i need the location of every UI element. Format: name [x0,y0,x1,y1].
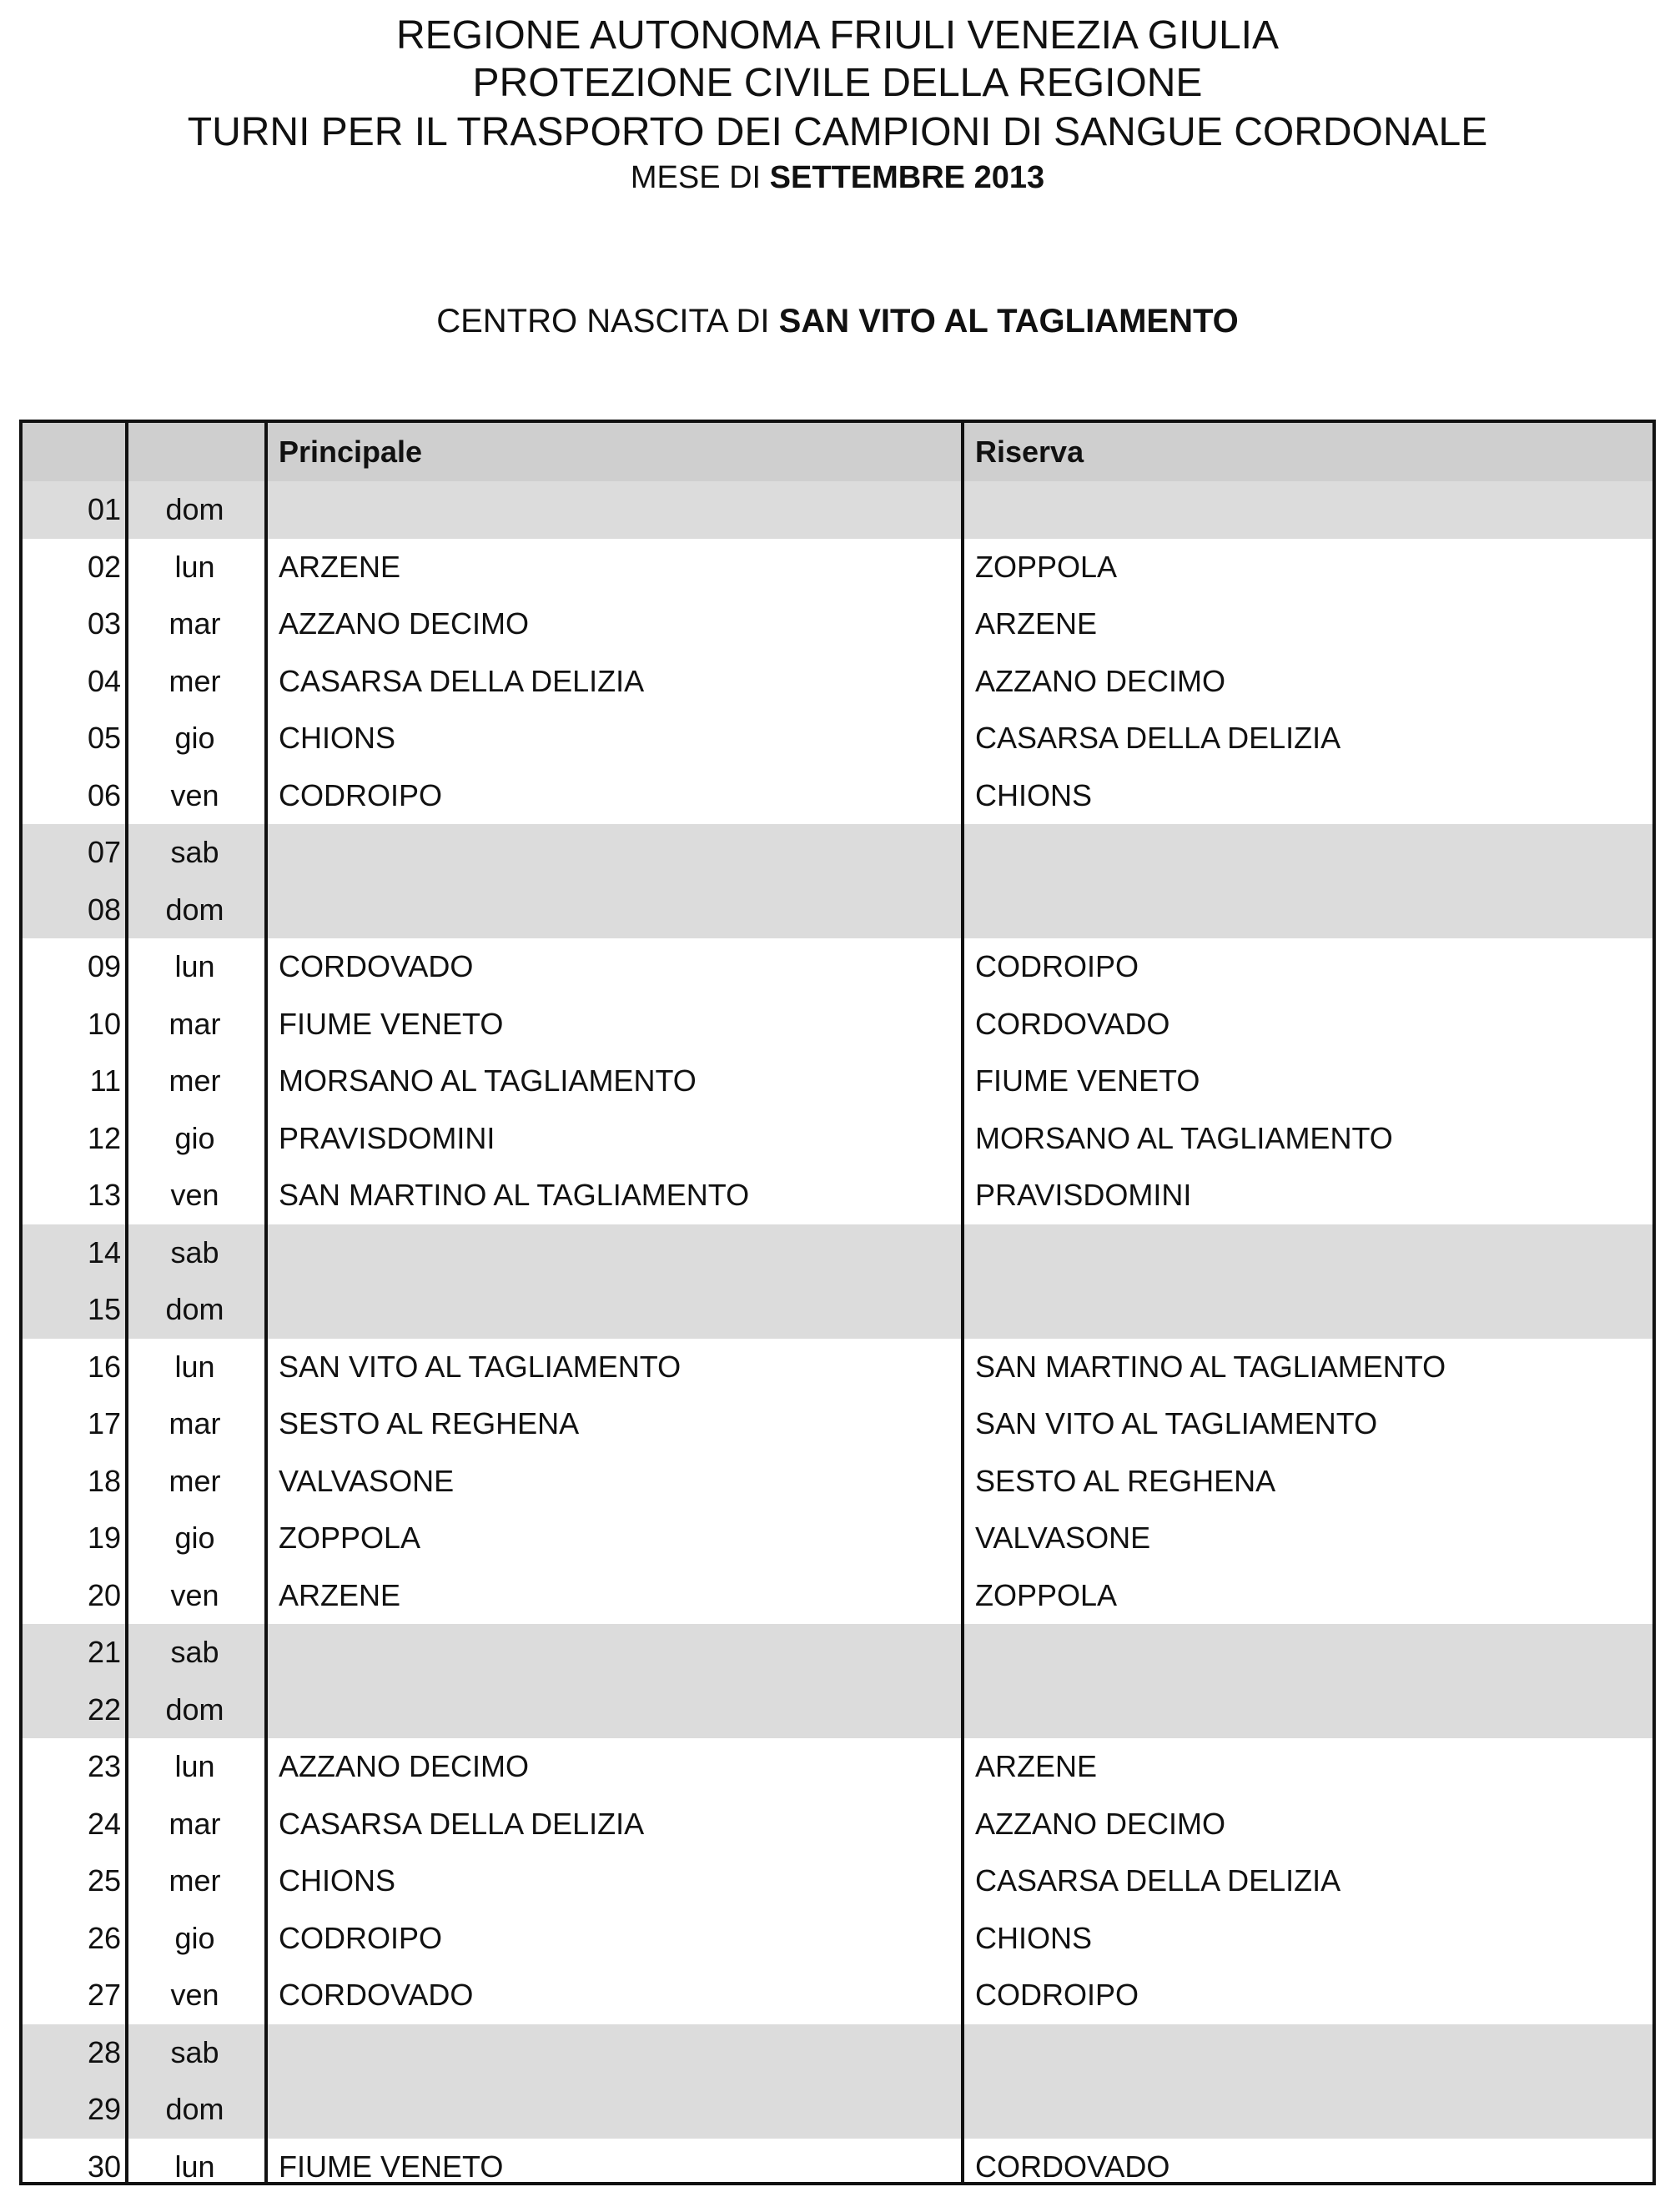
weekday-cell: mar [169,1006,221,1041]
weekday-cell: ven [170,1178,219,1213]
header-region: REGIONE AUTONOMA FRIULI VENEZIA GIULIA [395,13,1279,58]
center-name: SAN VITO AL TAGLIAMENTO [778,303,1239,339]
day-number-cell: 07 [87,835,121,870]
column-divider [961,423,964,2182]
riserva-cell: VALVASONE [975,1521,1151,1556]
column-header-riserva: Riserva [975,435,1084,469]
day-number-cell: 25 [87,1863,121,1898]
riserva-cell [975,1624,1642,1682]
riserva-cell: CASARSA DELLA DELIZIA [975,721,1341,756]
riserva-cell: CORDOVADO [975,1006,1170,1041]
weekday-cell: dom [165,892,224,927]
riserva-cell: CODROIPO [975,949,1139,984]
principale-cell [279,882,963,939]
column-header-day [126,423,264,481]
day-number-cell: 01 [87,492,121,527]
riserva-cell: ARZENE [975,606,1098,641]
principale-cell [279,481,963,539]
principale-cell: SAN MARTINO AL TAGLIAMENTO [279,1178,750,1213]
riserva-cell: CASARSA DELLA DELIZIA [975,1863,1341,1898]
day-number-cell: 26 [87,1920,121,1955]
principale-cell: AZZANO DECIMO [279,1749,530,1784]
header-month [0,158,1675,197]
weekday-cell: ven [170,1978,219,2013]
riserva-cell: CHIONS [975,1920,1093,1955]
weekday-cell: lun [174,1749,215,1784]
riserva-cell: ARZENE [975,1749,1098,1784]
riserva-cell [975,882,1642,939]
principale-cell: FIUME VENETO [279,1006,504,1041]
riserva-cell: PRAVISDOMINI [975,1178,1192,1213]
center-prefix: CENTRO NASCITA DI [436,303,779,339]
day-number-cell: 15 [87,1292,121,1327]
column-header-number [23,423,121,481]
riserva-cell [975,2081,1642,2139]
principale-cell: ARZENE [279,549,401,584]
principale-cell: CORDOVADO [279,1978,474,2013]
weekday-cell: sab [170,1234,219,1269]
day-number-cell: 19 [87,1521,121,1556]
weekday-cell: lun [174,549,215,584]
principale-cell: CHIONS [279,721,396,756]
weekday-cell: gio [174,1920,215,1955]
principale-cell: ZOPPOLA [279,1521,421,1556]
day-number-cell: 17 [87,1406,121,1441]
day-number-cell: 13 [87,1178,121,1213]
principale-cell: CHIONS [279,1863,396,1898]
day-number-cell: 10 [87,1006,121,1041]
riserva-cell [975,2024,1642,2082]
month-value: SETTEMBRE 2013 [769,160,1045,195]
principale-cell: CASARSA DELLA DELIZIA [279,1806,645,1841]
riserva-cell: CHIONS [975,777,1093,812]
principale-cell [279,2024,963,2082]
day-number-cell: 04 [87,663,121,698]
weekday-cell: sab [170,835,219,870]
weekday-cell: gio [174,1521,215,1556]
riserva-cell: SESTO AL REGHENA [975,1463,1276,1498]
header-civil-protection: PROTEZIONE CIVILE DELLA REGIONE [472,61,1203,105]
riserva-cell [975,481,1642,539]
weekday-cell: gio [174,1120,215,1155]
day-number-cell: 23 [87,1749,121,1784]
day-number-cell: 30 [87,2149,121,2184]
weekday-cell: lun [174,949,215,984]
day-number-cell: 14 [87,1234,121,1269]
weekday-cell: mar [169,1806,221,1841]
weekday-cell: mer [169,1863,221,1898]
day-number-cell: 27 [87,1978,121,2013]
principale-cell: CODROIPO [279,1920,443,1955]
principale-cell [279,1624,963,1682]
riserva-cell: ZOPPOLA [975,1577,1118,1612]
day-number-cell: 12 [87,1120,121,1155]
riserva-cell: CODROIPO [975,1978,1139,2013]
day-number-cell: 09 [87,949,121,984]
principale-cell: MORSANO AL TAGLIAMENTO [279,1063,697,1098]
riserva-cell [975,824,1642,882]
weekday-cell: gio [174,721,215,756]
riserva-cell: MORSANO AL TAGLIAMENTO [975,1120,1393,1155]
weekday-cell: lun [174,1349,215,1384]
weekday-cell: mar [169,606,221,641]
principale-cell [279,824,963,882]
day-number-cell: 03 [87,606,121,641]
principale-cell: SESTO AL REGHENA [279,1406,580,1441]
principale-cell: CORDOVADO [279,949,474,984]
weekday-cell: lun [174,2149,215,2184]
principale-cell [279,1224,963,1282]
header-title: TURNI PER IL TRASPORTO DEI CAMPIONI DI SANGUE CORDONALE [187,110,1488,154]
month-prefix: MESE DI [630,160,770,195]
principale-cell: ARZENE [279,1577,401,1612]
weekday-cell: dom [165,2092,224,2127]
day-number-cell: 18 [87,1463,121,1498]
weekday-cell: dom [165,1692,224,1727]
principale-cell: CASARSA DELLA DELIZIA [279,663,645,698]
principale-cell: PRAVISDOMINI [279,1120,495,1155]
riserva-cell: AZZANO DECIMO [975,663,1226,698]
column-divider [125,423,128,2182]
principale-cell [279,1682,963,1739]
weekday-cell: sab [170,2034,219,2069]
principale-cell: AZZANO DECIMO [279,606,530,641]
day-number-cell: 28 [87,2034,121,2069]
weekday-cell: mer [169,1063,221,1098]
shift-table [19,420,1656,2185]
weekday-cell: sab [170,1635,219,1670]
principale-cell [279,1281,963,1339]
birth-center-line [0,300,1675,342]
day-number-cell: 16 [87,1349,121,1384]
day-number-cell: 11 [89,1063,121,1098]
weekday-cell: mar [169,1406,221,1441]
day-number-cell: 05 [87,721,121,756]
principale-cell: VALVASONE [279,1463,455,1498]
day-number-cell: 20 [87,1577,121,1612]
riserva-cell: SAN MARTINO AL TAGLIAMENTO [975,1349,1446,1384]
weekday-cell: mer [169,1463,221,1498]
riserva-cell: CORDOVADO [975,2149,1170,2184]
day-number-cell: 08 [87,892,121,927]
weekday-cell: dom [165,492,224,527]
principale-cell: SAN VITO AL TAGLIAMENTO [279,1349,682,1384]
weekday-cell: dom [165,1292,224,1327]
day-number-cell: 29 [87,2092,121,2127]
day-number-cell: 24 [87,1806,121,1841]
weekday-cell: ven [170,1577,219,1612]
weekday-cell: mer [169,663,221,698]
riserva-cell: AZZANO DECIMO [975,1806,1226,1841]
riserva-cell [975,1281,1642,1339]
day-number-cell: 06 [87,777,121,812]
principale-cell [279,2081,963,2139]
principale-cell: CODROIPO [279,777,443,812]
column-divider [264,423,268,2182]
day-number-cell: 02 [87,549,121,584]
riserva-cell [975,1682,1642,1739]
day-number-cell: 21 [87,1635,121,1670]
principale-cell: FIUME VENETO [279,2149,504,2184]
day-number-cell: 22 [87,1692,121,1727]
riserva-cell: SAN VITO AL TAGLIAMENTO [975,1406,1378,1441]
riserva-cell: FIUME VENETO [975,1063,1200,1098]
weekday-cell: ven [170,777,219,812]
column-header-principale: Principale [279,435,423,469]
riserva-cell [975,1224,1642,1282]
riserva-cell: ZOPPOLA [975,549,1118,584]
